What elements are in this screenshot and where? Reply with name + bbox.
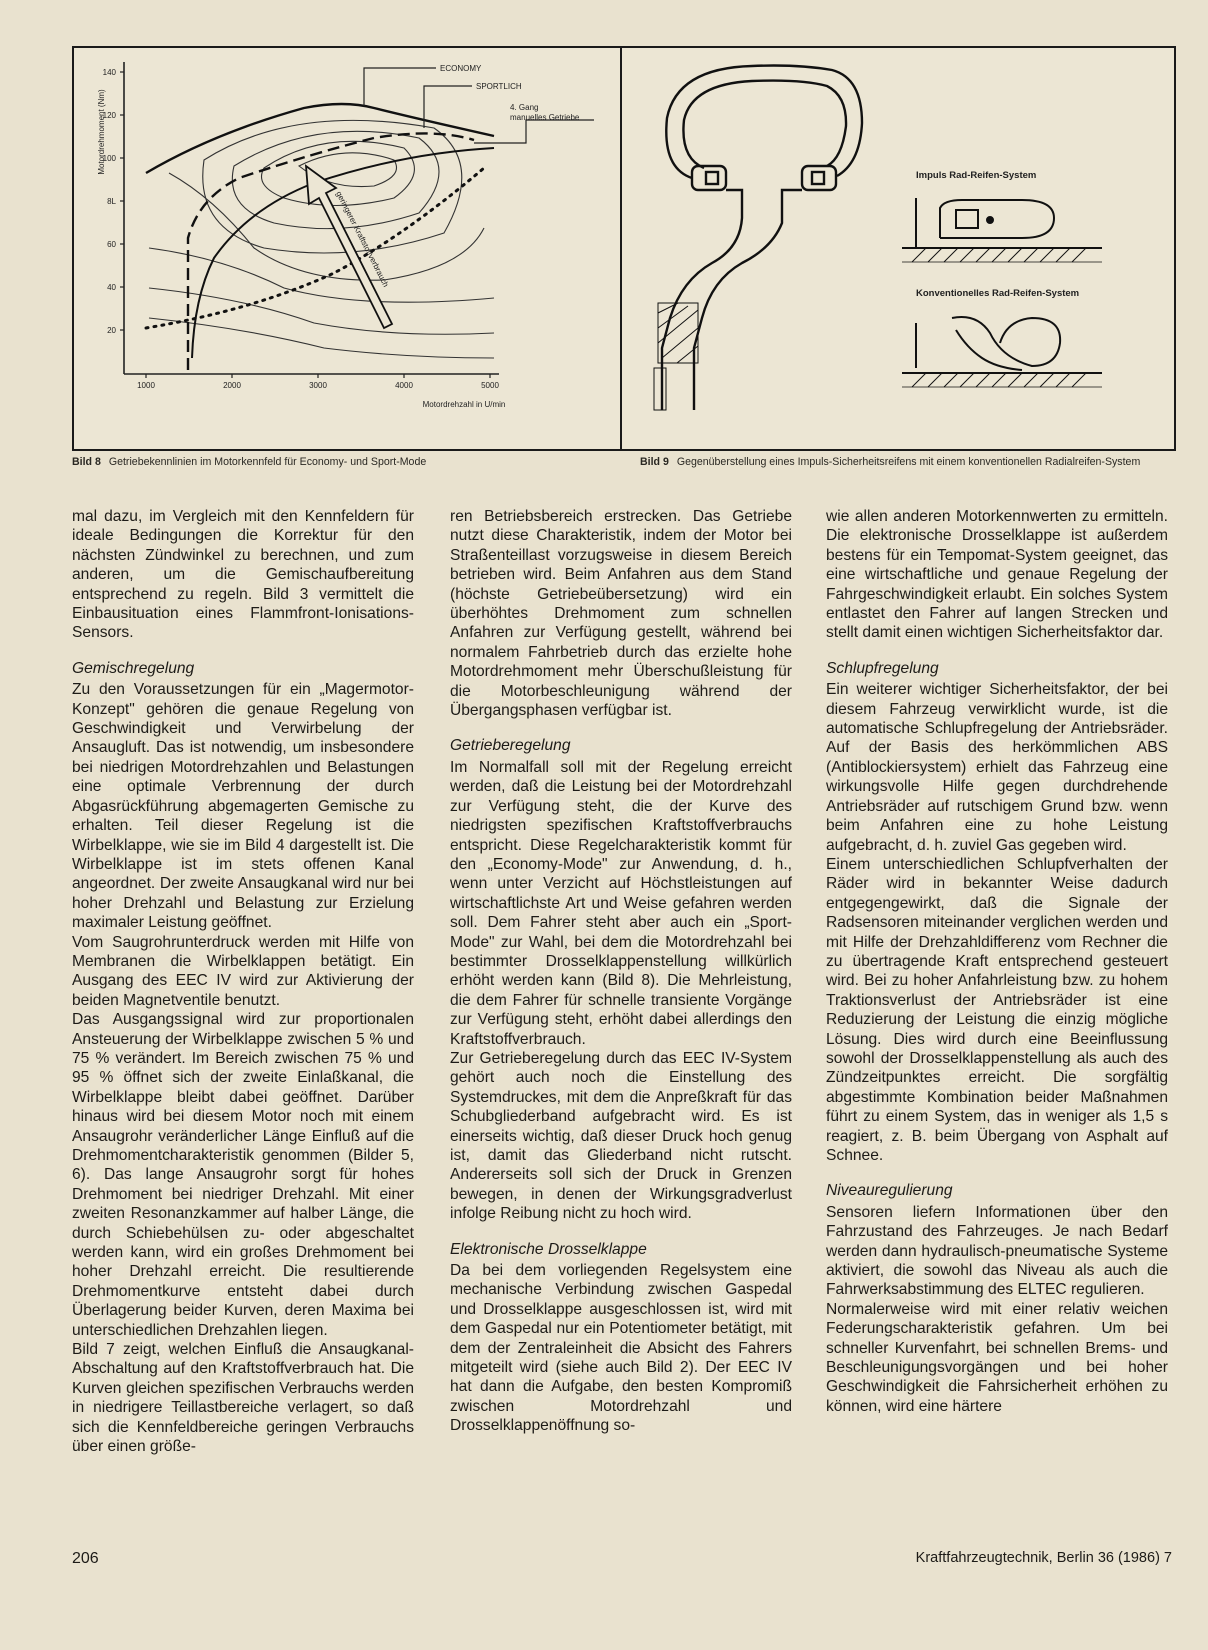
label-economy: ECONOMY xyxy=(440,64,482,73)
label-impuls-system: Impuls Rad-Reifen-System xyxy=(916,170,1037,181)
figure-8-caption-text: Getriebekennlinien im Motorkennfeld für Economy- und Sport-Mode xyxy=(108,456,427,468)
figure-9-caption-text: Gegenüberstellung eines Impuls-Sicherheitsreifens mit einem konventionellen Radialreifen-System xyxy=(676,456,1141,468)
x-tick-4000: 4000 xyxy=(395,381,413,390)
paragraph: Bild 7 zeigt, welchen Einfluß die Ansaugkanal-Abschaltung auf den Kraftstoffverbrauch hat. Die Kurven gleichen spezifischen Verbrauchs werden in niedrigere Teillastbereiche verlagert, so daß sich die Kennfeldbereiche geringen Verbrauchs über einen größe- xyxy=(72,1341,414,1456)
page-number: 206 xyxy=(72,1550,99,1567)
figure-9-caption-number: Bild 9 xyxy=(640,456,669,468)
paragraph: Normalerweise wird mit einer relativ weichen Federungscharakteristik gefahren. Um bei schneller Kurvenfahrt, bei schnellen Brems- und Beschleunigungsvorgängen und bei hoher Geschwindigkeit die Fahrsicherheit erhöhen zu können, wird eine härtere xyxy=(826,1300,1168,1415)
y-tick-60: 60 xyxy=(107,240,116,249)
y-tick-20: 20 xyxy=(107,326,116,335)
label-manuelles-getriebe: manuelles Getriebe xyxy=(510,113,580,122)
x-tick-5000: 5000 xyxy=(481,381,499,390)
paragraph: wie allen anderen Motorkennwerten zu ermitteln. Die elektronische Drosselklappe ist außerdem bestens für ein Tempomat-System geeignet, das eine wirtschaftliche und genaue Regelung der Fahrgeschwindigkeit erlaubt. Ein solches System entlastet den Fahrer auf langen Strecken und stellt damit einen wichtigen Sicherheitsfaktor dar. xyxy=(826,508,1168,642)
text-column-2 xyxy=(450,507,792,1436)
paragraph: mal dazu, im Vergleich mit den Kennfeldern für ideale Bedingungen die Korrektur für den nächsten Zündwinkel zu berechnen, und zum anderen, um die Gemischaufbereitung entsprechend zu regeln. Bild 3 vermittelt die Einbausituation eines Flammfront-Ionisations-Sensors. xyxy=(72,508,414,642)
paragraph: Einem unterschiedlichen Schlupfverhalten der Räder wird in bekannter Weise dadurch entgegengewirkt, daß die Signale der Radsensoren miteinander verglichen werden und mit Hilfe der Drehzahldifferenz vom Rechner die zu übertragende Kraft entsprechend gesteuert wird. Bei zu hoher Anfahrleistung bzw. zu hohem Traktionsverlust der Antriebsräder ist eine Reduzierung der Leistung die einzig mögliche Lösung. Dies wird durch eine Beeinflussung sowohl der Drosselklappenstellung als auch des Zündzeitpunktes erreicht. Die sorgfältig abgestimmte Kombination beider Maßnahmen führt zu einem System, das in weniger als 1,5 s reagiert, z. B. beim Übergang von Asphalt auf Schnee. xyxy=(826,855,1168,1164)
figure-9-caption xyxy=(640,455,1168,470)
text-column-3 xyxy=(826,507,1168,1416)
section-heading-schlupfregelung: Schlupfregelung xyxy=(826,659,939,677)
paragraph: Zur Getrieberegelung durch das EEC IV-System gehört auch noch die Einstellung des Systemdruckes, mit dem die Anpreßkraft für das Schubgliederband aufgebracht wird. Es ist einerseits wichtig, daß dieser Druck hoch genug ist, damit das Gliederband nicht rutscht. Andererseits soll sich der Druck in Grenzen bewegen, in denen der Wirkungsgradverlust infolge Reibung nicht zu hoch wird. xyxy=(450,1049,792,1223)
paragraph: Zu den Voraussetzungen für ein „Magermotor-Konzept" gehören die genaue Regelung von Geschwindigkeit und Verwirbelung der Ansaugluft. Das ist notwendig, um insbesondere bei niedrigen Motordrehzahlen und Belastungen eine optimale Verbrennung der durch Abgasrückführung abgemagerten Gemische zu erhalten. Teil dieser Regelung ist die Wirbelklappe, wie sie im Bild 4 dargestellt ist. Die Wirbelklappe ist im stets offenen Kanal angeordnet. Der zweite Ansaugkanal wird nur bei hoher Drehzahl und Belastung zur Erzielung maximaler Leistung geöffnet. xyxy=(72,681,414,932)
text-column-1 xyxy=(72,507,414,1457)
paragraph: Ein weiterer wichtiger Sicherheitsfaktor, der bei diesem Fahrzeug verwirklicht wurde, ist die automatische Schlupfregelung der Antriebsräder. Auf der Basis des herkömmlichen ABS (Antiblockiersystem) erhielt das Fahrzeug eine wirkungsvolle Hilfe gegen durchdrehende Antriebsräder auf rutschigem Grund bzw. wenn beim Anfahren eine zu hohe Leistung aufgebracht, d. h. zuviel Gas gegeben wird. xyxy=(826,681,1168,854)
y-tick-140: 140 xyxy=(102,68,116,77)
y-axis-label: Motordrehmoment (Nm) xyxy=(97,89,106,175)
impuls-system-diagram xyxy=(902,198,1102,248)
rim-hatching xyxy=(654,303,698,410)
paragraph: ren Betriebsbereich erstrecken. Das Getriebe nutzt diese Charakteristik, indem der Motor bei Straßenteillast vorzugsweise in diesem Bereich betrieben wird. Beim Anfahren aus dem Stand (höchste Getriebeübersetzung) wird ein überhöhtes Drehmoment zum schnellen Anfahren zur Verfügung gestellt, während bei normalem Fahrbetrieb durch das erzielte hohe Motordrehmoment mehr Überschußleistung für die Motorbeschleunigung während der Übergangsphasen verfügbar ist. xyxy=(450,508,792,720)
ground-hatch-1 xyxy=(902,248,1102,262)
arrow-label: geringerer Kraftstoffverbrauch xyxy=(334,189,391,289)
x-tick-1000: 1000 xyxy=(137,381,155,390)
figure-9-tire-comparison xyxy=(620,46,1176,451)
section-heading-gemischregelung: Gemischregelung xyxy=(72,659,195,677)
y-tick-120: 120 xyxy=(102,111,116,120)
ground-hatch-2 xyxy=(902,373,1102,387)
x-axis-label: Motordrehzahl in U/min xyxy=(422,400,506,409)
figure-8-torque-map xyxy=(72,46,624,451)
paragraph: Da bei dem vorliegenden Regelsystem eine mechanische Verbindung zwischen Gaspedal und Drosselklappe ausgeschlossen ist, wird mit dem Gaspedal nur ein Potentiometer betätigt, mit dem der Zentraleinheit die Absicht des Fahrers mitgeteilt wird (siehe auch Bild 2). Der EEC IV hat dann die Aufgabe, den besten Kompromiß zwischen Motordrehzahl und Drosselklappenöffnung so- xyxy=(450,1262,792,1435)
impuls-tire-section xyxy=(662,66,862,411)
figure-8-caption xyxy=(72,455,612,470)
paragraph: Das Ausgangssignal wird zur proportionalen Ansteuerung der Wirbelklappe zwischen 5 % und 75 % verändert. Im Bereich zwischen 75 % und 95 % öffnet sich der zweite Einlaßkanal, die Wirbelklappe bleibt dabei geöffnet. Darüber hinaus wird bei diesem Motor noch mit einem Ansaugrohr veränderlicher Länge Einfluß auf die Drehmomentcharakteristik genommen (Bilder 5, 6). Das lange Ansaugrohr sorgt für hohes Drehmoment bei niedriger Drehzahl. Mit einer zweiten Resonanzkammer auf halber Länge, die durch Schiebehülsen zu- oder abgeschaltet werden kann, wird ein großes Drehmoment bei hoher Drehzahl erreicht. Die resultierende Drehmomentkurve entsteht dabei durch Überlagerung beider Kurven, deren Maxima bei unterschiedlichen Drehzahlen liegen. xyxy=(72,1011,414,1339)
journal-reference: Kraftfahrzeugtechnik, Berlin 36 (1986) 7 xyxy=(915,1550,1172,1566)
label-4-gang: 4. Gang xyxy=(510,103,539,112)
paragraph: Vom Saugrohrunterdruck werden mit Hilfe von Membranen die Wirbelklappen betätigt. Ein Ausgang des EEC IV wird zur Aktivierung der beiden Magnetventile benutzt. xyxy=(72,933,414,1009)
x-tick-2000: 2000 xyxy=(223,381,241,390)
y-tick-40: 40 xyxy=(107,283,116,292)
figure-8-caption-number: Bild 8 xyxy=(72,456,101,468)
section-heading-drosselklappe: Elektronische Drosselklappe xyxy=(450,1240,647,1258)
section-heading-niveauregulierung: Niveauregulierung xyxy=(826,1182,953,1200)
label-conventional-system: Konventionelles Rad-Reifen-System xyxy=(916,288,1080,299)
y-tick-80: 8L xyxy=(107,197,116,206)
conventional-system-diagram xyxy=(902,317,1102,373)
section-heading-getrieberegelung: Getrieberegelung xyxy=(450,737,571,755)
y-tick-100: 100 xyxy=(102,154,116,163)
consumption-contours xyxy=(149,120,494,358)
full-load-curve xyxy=(146,104,494,173)
label-sportlich: SPORTLICH xyxy=(476,82,522,91)
paragraph: Sensoren liefern Informationen über den Fahrzustand des Fahrzeuges. Je nach Bedarf werden dann hydraulisch-pneumatische Systeme aktiviert, die sowohl das Niveau als auch die Fahrwerksabstimmung des ELTEC regulieren. xyxy=(826,1203,1168,1299)
x-tick-3000: 3000 xyxy=(309,381,327,390)
paragraph: Im Normalfall soll mit der Regelung erreicht werden, daß die Leistung bei der Motordrehzahl zur Verfügung steht, die der Kurve des niedrigsten spezifischen Kraftstoffverbrauchs entspricht. Diese Regelcharakteristik kommt für den „Economy-Mode" zur Anwendung, d. h., wenn unter Verzicht auf Höchstleistungen auf wirtschaftlichste Art und Weise gefahren werden soll. Dem Fahrer steht aber auch ein „Sport-Mode" zur Wahl, bei dem die Motordrehzahl bei bestimmter Drosselklappenstellung willkürlich erhöht werden kann (Bild 8). Die Mehrleistung, die dem Fahrer für schnelle transiente Vorgänge zur Verfügung steht, erhöht dabei allerdings den Kraftstoffverbrauch. xyxy=(450,758,792,1048)
